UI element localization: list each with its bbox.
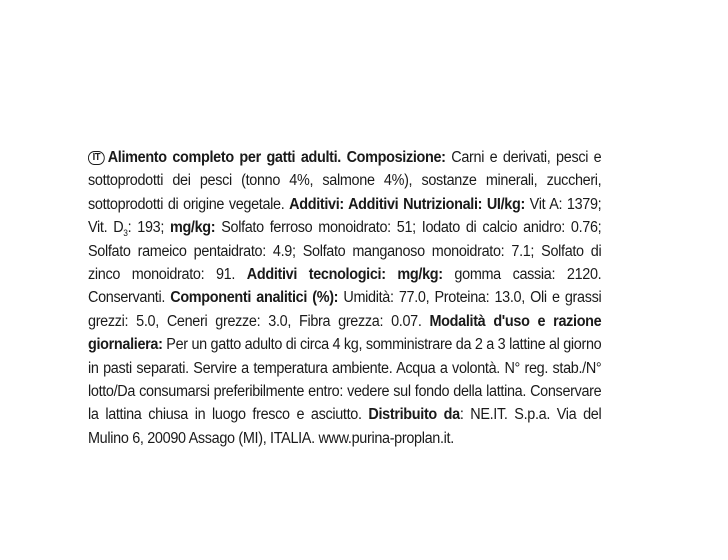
vitamin-d-subscript: 3 [123, 228, 128, 239]
vitamin-a-text: Vit A: 1379; Vit. D [88, 195, 602, 237]
distribuito-label: Distribuito da [368, 406, 460, 424]
ingredient-label-text [88, 146, 601, 450]
tecnologici-label: Additivi tecnologici: mg/kg: [246, 266, 443, 284]
modalita-label: Modalità d'uso e razione giornaliera: [88, 312, 602, 354]
componenti-label: Componenti analitici (%): [170, 289, 339, 307]
vitamin-d-text: : 193; [127, 219, 165, 237]
modalita-text: Per un gatto adulto di circa 4 kg, somministrare da 2 a 3 lattine al giorno in pasti separati. Servire a temperatura ambiente. Acqua a volontà. N° reg. stab./N° lotto/Da consumarsi preferibilmente entro: vedere sul fondo della lattina. Conservare la lattina chiusa in luogo fresco e asciutto. [88, 336, 602, 424]
language-badge-it: IT [88, 151, 105, 165]
minerali-text: Solfato ferroso monoidrato: 51; Iodato di calcio anidro: 0.76; Solfato rameico pentaidrato: 4.9; Solfato manganoso monoidrato: 7.1; Solfato di zinco monoidrato: 91. [88, 219, 602, 284]
componenti-text: Umidità: 77.0, Proteina: 13.0, Oli e grassi grezzi: 5.0, Ceneri grezze: 3.0, Fibra grezza: 0.07. [88, 289, 602, 330]
distribuito-text: : NE.IT. S.p.a. Via del Mulino 6, 20090 Assago (MI), ITALIA. www.purina-proplan.it. [88, 406, 602, 447]
mgkg-label: mg/kg: [169, 219, 216, 237]
composizione-label: Composizione: [346, 149, 446, 166]
composizione-text: Carni e derivati, pesci e sottoprodotti dei pesci (tonno 4%, salmone 4%), sostanze minerali, zuccheri, sottoprodotti di origine vegetale. [88, 149, 602, 213]
product-intro: Alimento completo per gatti adulti. [107, 149, 341, 166]
tecnologici-text: gomma cassia: 2120. Conservanti. [88, 266, 602, 307]
additivi-label: Additivi: Additivi Nutrizionali: UI/kg: [289, 195, 525, 213]
